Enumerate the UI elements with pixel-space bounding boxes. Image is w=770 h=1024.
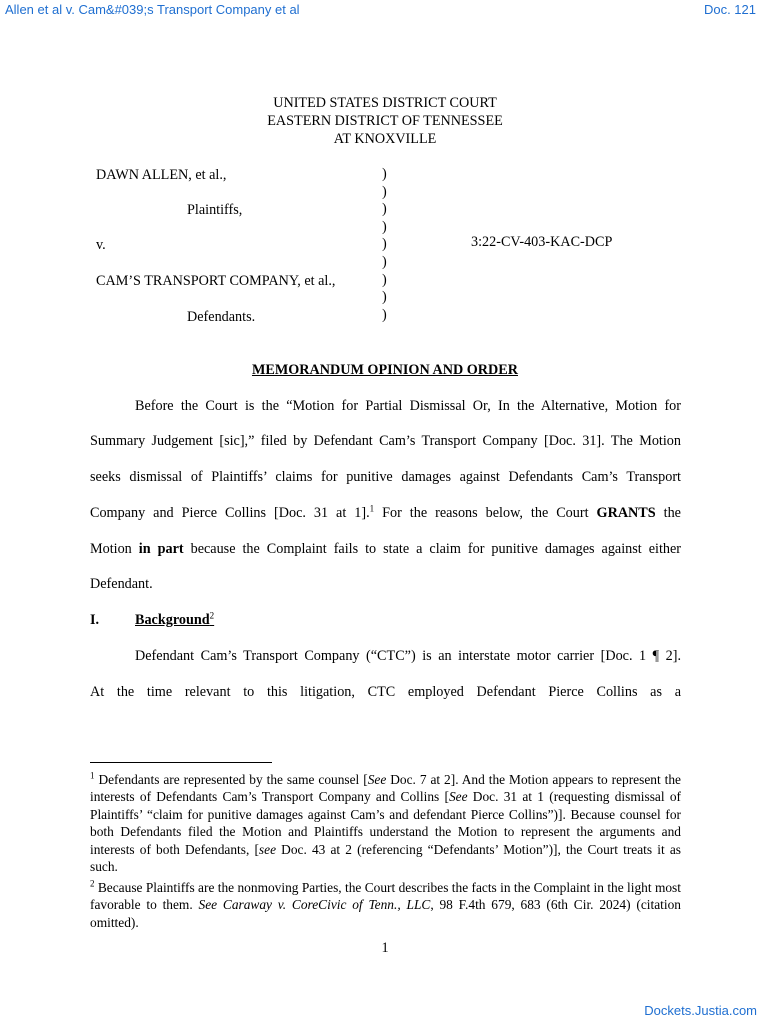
para1-line2: Summary Judgement [sic],” filed by Defendant Cam’s Transport Company [Doc. 31]. The Motion xyxy=(90,433,681,449)
caption-plaintiff-role: Plaintiffs, xyxy=(187,202,243,218)
case-title-link[interactable]: Allen et al v. Cam&#039;s Transport Company et al xyxy=(5,2,300,17)
para1-line5: Motion in part because the Complaint fails to state a claim for punitive damages against either xyxy=(90,541,682,557)
justia-source-link[interactable]: Dockets.Justia.com xyxy=(644,1003,757,1018)
document-title: MEMORANDUM OPINION AND ORDER xyxy=(251,362,518,378)
footnote-ref-1[interactable]: 1 xyxy=(369,503,375,514)
caption-defendant-role: Defendants. xyxy=(187,309,256,325)
case-number: 3:22-CV-403-KAC-DCP xyxy=(471,234,613,250)
court-heading xyxy=(0,94,770,148)
caption-versus: v. xyxy=(96,237,106,253)
doc-number-link[interactable]: Doc. 121 xyxy=(703,2,756,17)
caption-parentheses: ) ) ) ) ) ) ) ) ) xyxy=(382,166,387,323)
para1-line3: seeks dismissal of Plaintiffs’ claims for punitive damages against Defendants Cam’s Transport xyxy=(90,469,681,485)
para1-line6: Defendant. xyxy=(90,576,153,592)
court-line-3: AT KNOXVILLE xyxy=(333,131,437,147)
court-line-1: UNITED STATES DISTRICT COURT xyxy=(273,95,497,111)
footnote-2: $^2$ Because Plaintiffs are the nonmoving Parties, the Court describes the facts in the Complaint in the light most favorable to them. See Caraway v. CoreCivic of Tenn., LLC, 98 F.4th 679, 683 (6th Cir. 2024) (citation omitted). xyxy=(90,878,681,930)
para2-line2: At the time relevant to this litigation, CTC employed Defendant Pierce Collins as a xyxy=(90,684,681,700)
para1-line4: Company and Pierce Collins [Doc. 31 at 1].$^1$ For the reasons below, the Court GRANTS the xyxy=(90,503,681,521)
footnote-divider xyxy=(90,762,272,763)
footnote-ref-2[interactable]: 2 xyxy=(209,610,215,621)
caption-defendant: CAM’S TRANSPORT COMPANY, et al., xyxy=(96,273,336,289)
section-title: Background$^2$ xyxy=(135,610,215,628)
caption-plaintiff: DAWN ALLEN, et al., xyxy=(96,167,227,183)
footnote-1: $^1$ Defendants are represented by the same counsel [See Doc. 7 at 2]. And the Motion appears to represent the interests of Defendants Cam’s Transport Company and Collins [See Doc. 31 at 1 (requesting dismissal of Plaintiffs’ “claim for punitive damages against Cam’s and defendant Pierce Collins”)]. Because counsel for both Defendants filed the Motion and Plaintiffs understand the Motion to represent the arguments and interests of both Defendants, [see Doc. 43 at 2 (referencing “Defendants’ Motion”)], the Court treats it as such. xyxy=(90,770,681,875)
para2-line1: Defendant Cam’s Transport Company (“CTC”) is an interstate motor carrier [Doc. 1 ¶ 2]. xyxy=(135,648,681,664)
page-number: 1 xyxy=(381,940,389,956)
para1-line1: Before the Court is the “Motion for Partial Dismissal Or, In the Alternative, Motion for xyxy=(135,398,681,414)
section-number: I. xyxy=(90,612,100,628)
court-line-2: EASTERN DISTRICT OF TENNESSEE xyxy=(267,113,503,129)
